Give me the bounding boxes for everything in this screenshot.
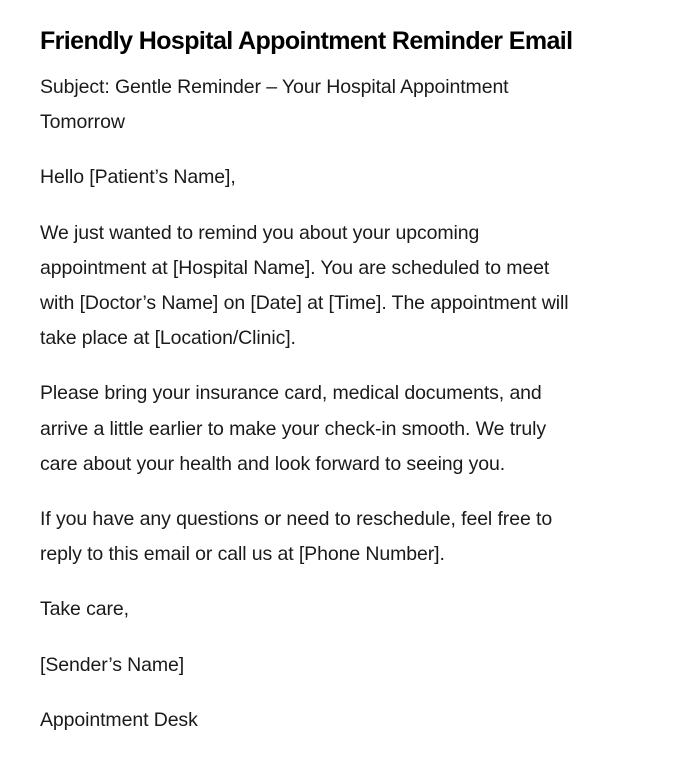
paragraph-line: reply to this email or call us at [Phone Number]. [40,543,445,566]
paragraph-line: If you have any questions or need to reschedule, feel free to [40,508,553,531]
subject-line-1: Subject: Gentle Reminder – Your Hospital Appointment [40,76,509,98]
sender-name: [Sender’s Name] [40,653,185,676]
paragraph-line: care about your health and look forward to seeing you. [40,452,506,475]
body-paragraph-reminder [40,216,660,357]
paragraph-line: Please bring your insurance card, medical documents, and [40,382,542,405]
email-greeting: Hello [Patient’s Name], [40,166,236,189]
paragraph-line: appointment at [Hospital Name]. You are scheduled to meet [40,256,550,279]
email-subject [40,70,660,140]
document-title: Friendly Hospital Appointment Reminder Email [40,27,573,55]
email-closing: Take care, [40,598,129,621]
paragraph-line: arrive a little earlier to make your check-in smooth. We truly [40,417,547,440]
body-paragraph-instructions [40,376,660,482]
subject-line-2: Tomorrow [40,111,125,134]
paragraph-line: We just wanted to remind you about your upcoming [40,221,480,244]
sender-department: Appointment Desk [40,708,198,731]
body-paragraph-contact [40,502,660,572]
paragraph-line: take place at [Location/Clinic]. [40,327,296,350]
paragraph-line: with [Doctor’s Name] on [Date] at [Time]. The appointment will [40,292,569,315]
